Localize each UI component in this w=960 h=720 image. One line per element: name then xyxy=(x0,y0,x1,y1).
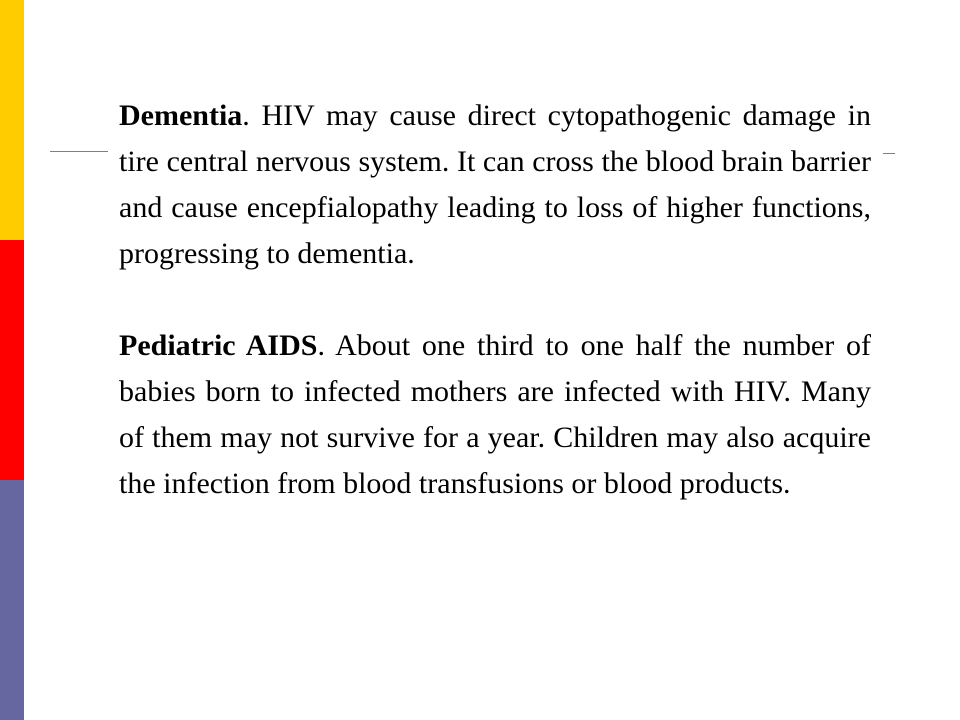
paragraph-dementia-text: . HIV may cause direct cytopathogenic damage in tire central nervous system. It can cross the blood brain barrier and cause encepfialopathy leading to loss of higher functions, progressing to dementia. xyxy=(119,99,871,270)
term-dementia: Dementia xyxy=(119,99,243,132)
decorative-rule-right xyxy=(883,153,895,154)
side-accent-bar xyxy=(0,0,24,720)
paragraph-pediatric-aids xyxy=(119,323,871,507)
accent-bar-purple xyxy=(0,480,24,720)
decorative-rule-left xyxy=(50,151,108,152)
term-pediatric-aids: Pediatric AIDS xyxy=(119,329,318,362)
slide-body xyxy=(119,93,871,507)
paragraph-dementia xyxy=(119,93,871,277)
paragraph-pediatric-aids-text: . About one third to one half the number of babies born to infected mothers are infected with HIV. Many of them may not survive for a year. Children may also acquire the infection from blood transfusions or blood products. xyxy=(119,329,871,500)
accent-bar-yellow xyxy=(0,0,24,240)
accent-bar-red xyxy=(0,240,24,480)
